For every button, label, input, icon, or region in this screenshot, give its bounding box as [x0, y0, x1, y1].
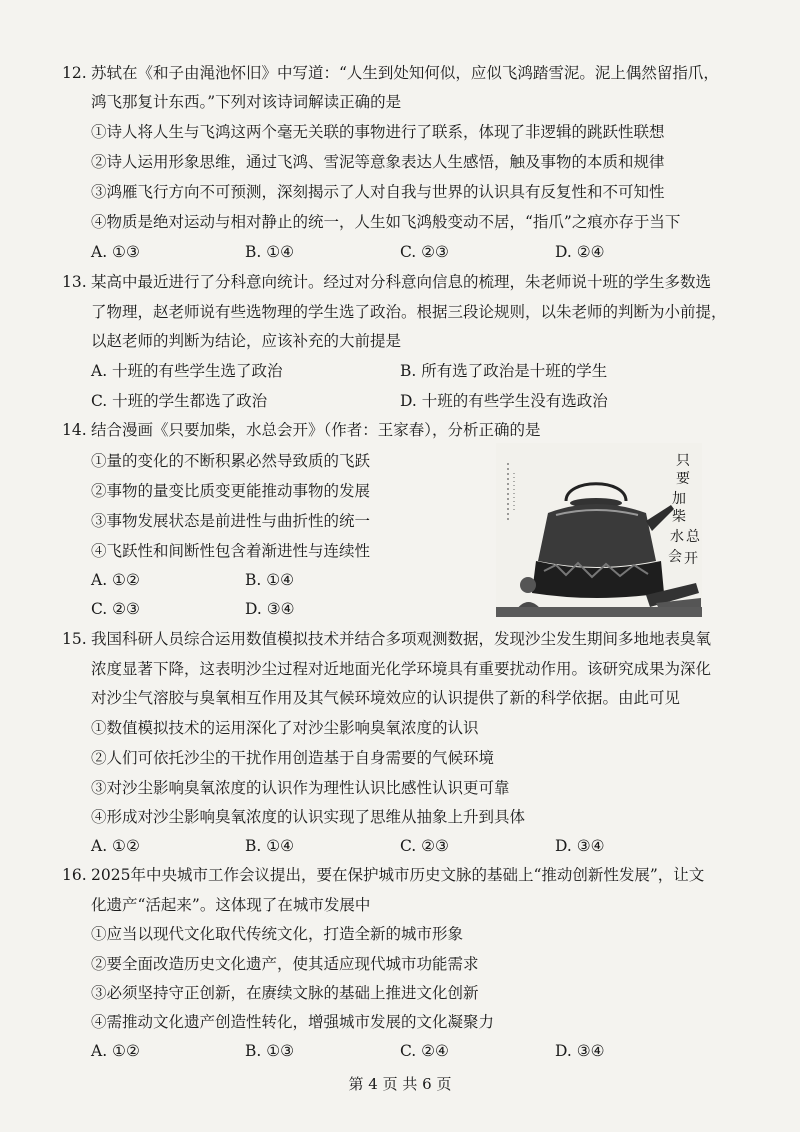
option-b[interactable]: B. ①④: [245, 243, 295, 261]
option-a[interactable]: A. ①②: [91, 571, 140, 589]
cartoon-char: 水: [670, 529, 684, 545]
cartoon-char: 加: [672, 491, 686, 507]
question-stem-line: 某高中最近进行了分科意向统计。经过对分科意向信息的梳理，朱老师说十班的学生多数选: [91, 273, 712, 291]
cartoon-char: 要: [676, 471, 690, 487]
statement: ③事物发展状态是前进性与曲折性的统一: [91, 512, 371, 530]
option-c[interactable]: C. 十班的学生都选了政治: [91, 392, 268, 410]
option-a[interactable]: A. ①③: [91, 243, 140, 261]
statement: ①数值模拟技术的运用深化了对沙尘影响臭氧浓度的认识: [91, 719, 479, 737]
option-b[interactable]: B. ①③: [245, 1042, 295, 1060]
question-number: 14.: [62, 421, 87, 439]
statement: ②要全面改造历史文化遗产，使其适应现代城市功能需求: [91, 955, 479, 973]
cartoon-char: 开: [684, 551, 698, 567]
option-c[interactable]: C. ②③: [400, 243, 449, 261]
question-number: 13.: [62, 273, 87, 291]
cartoon-char: 柴: [672, 509, 686, 525]
cartoon-char: 只: [676, 453, 690, 469]
question-stem-line: 以赵老师的判断为结论，应该补充的大前提是: [91, 332, 402, 350]
statement: ③鸿雁飞行方向不可预测，深刻揭示了人对自我与世界的认识具有反复性和不可知性: [91, 183, 665, 201]
option-c[interactable]: C. ②③: [400, 837, 449, 855]
statement: ③对沙尘影响臭氧浓度的认识作为理性认识比感性认识更可靠: [91, 779, 510, 797]
question-stem-line: 2025年中央城市工作会议提出，要在保护城市历史文脉的基础上“推动创新性发展”，让文: [91, 866, 705, 884]
question-stem-line: 对沙尘气溶胶与臭氧相互作用及其气候环境效应的认识提供了新的科学依据。由此可见: [91, 689, 681, 707]
statement: ④飞跃性和间断性包含着渐进性与连续性: [91, 542, 371, 560]
option-d[interactable]: D. ③④: [555, 1042, 605, 1060]
question-stem-line: 结合漫画《只要加柴，水总会开》（作者：王家春），分析正确的是: [91, 421, 541, 439]
option-a[interactable]: A. ①②: [91, 837, 140, 855]
statement: ②人们可依托沙尘的干扰作用创造基于自身需要的气候环境: [91, 749, 495, 767]
option-a[interactable]: A. ①②: [91, 1042, 140, 1060]
option-b[interactable]: B. ①④: [245, 571, 295, 589]
statement: ④需推动文化遗产创造性转化，增强城市发展的文化凝聚力: [91, 1013, 495, 1031]
statement: ①诗人将人生与飞鸿这两个毫无关联的事物进行了联系，体现了非逻辑的跳跃性联想: [91, 123, 665, 141]
question-number: 16.: [62, 866, 87, 884]
option-c[interactable]: C. ②④: [400, 1042, 449, 1060]
question-stem-line: 苏轼在《和子由渑池怀旧》中写道：“人生到处知何似，应似飞鸿踏雪泥。泥上偶然留指爪，: [91, 64, 719, 82]
statement: ①应当以现代文化取代传统文化，打造全新的城市形象: [91, 925, 464, 943]
page-footer: 第 4 页 共 6 页: [348, 1075, 452, 1093]
option-d[interactable]: D. 十班的有些学生没有选政治: [400, 392, 608, 410]
question-stem-line: 化遗产“活起来”。这体现了在城市发展中: [91, 896, 371, 914]
statement: ④物质是绝对运动与相对静止的统一，人生如飞鸿般变动不居，“指爪”之痕亦存于当下: [91, 213, 681, 231]
question-stem-line: 浓度显著下降，这表明沙尘过程对近地面光化学环境具有重要扰动作用。该研究成果为深化: [91, 660, 712, 678]
question-number: 12.: [62, 64, 87, 82]
statement: ④形成对沙尘影响臭氧浓度的认识实现了思维从抽象上升到具体: [91, 808, 526, 826]
option-d[interactable]: D. ②④: [555, 243, 605, 261]
question-number: 15.: [62, 630, 87, 648]
statement: ①量的变化的不断积累必然导致质的飞跃: [91, 452, 371, 470]
statement: ②事物的量变比质变更能推动事物的发展: [91, 482, 371, 500]
option-c[interactable]: C. ②③: [91, 600, 140, 618]
option-a[interactable]: A. 十班的有些学生选了政治: [91, 362, 283, 380]
cartoon-kettle-image: [496, 443, 702, 617]
statement: ③必须坚持守正创新，在赓续文脉的基础上推进文化创新: [91, 984, 479, 1002]
option-d[interactable]: D. ③④: [245, 600, 295, 618]
option-b[interactable]: B. ①④: [245, 837, 295, 855]
question-stem-line: 鸿飞那复计东西。”下列对该诗词解读正确的是: [91, 93, 402, 111]
question-stem-line: 我国科研人员综合运用数值模拟技术并结合多项观测数据，发现沙尘发生期间多地地表臭氧: [91, 630, 712, 648]
cartoon-char: 总: [686, 529, 700, 545]
option-b[interactable]: B. 所有选了政治是十班的学生: [400, 362, 608, 380]
cartoon-char: 会: [668, 549, 682, 565]
question-stem-line: 了物理，赵老师说有些选物理的学生选了政治。根据三段论规则，以朱老师的判断为小前提，: [91, 303, 727, 321]
statement: ②诗人运用形象思维，通过飞鸿、雪泥等意象表达人生感悟，触及事物的本质和规律: [91, 153, 665, 171]
option-d[interactable]: D. ③④: [555, 837, 605, 855]
